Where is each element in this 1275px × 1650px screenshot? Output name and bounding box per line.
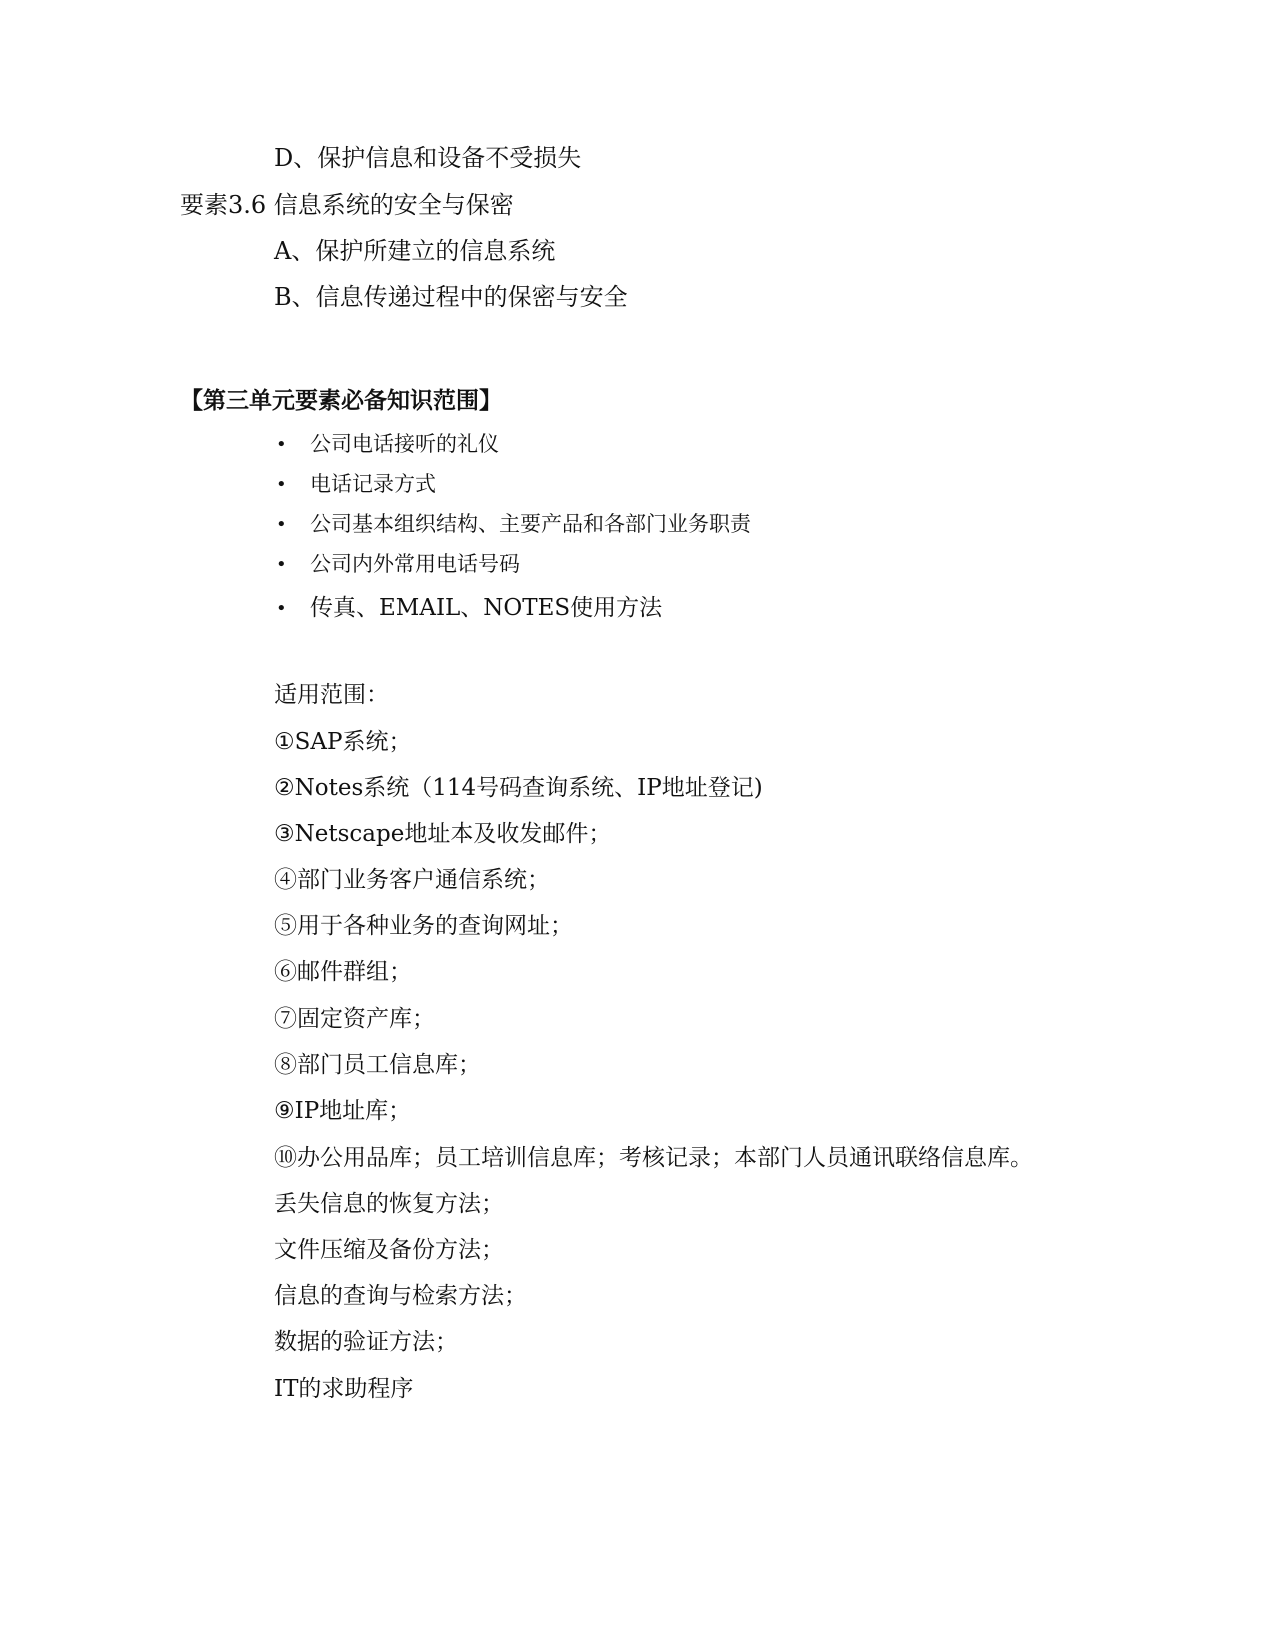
scope-item: ⑩办公用品库；员工培训信息库；考核记录；本部门人员通讯联络信息库。 xyxy=(274,1145,1033,1171)
bullet-item: 公司基本组织结构、主要产品和各部门业务职责 xyxy=(310,512,751,536)
bullet-dot xyxy=(276,600,287,618)
bullet-item: 公司电话接听的礼仪 xyxy=(310,432,499,456)
scope-item: ②Notes系统（114号码查询系统、IP地址登记) xyxy=(274,775,763,801)
method-item: 信息的查询与检索方法； xyxy=(274,1283,527,1309)
scope-item: ③Netscape地址本及收发邮件； xyxy=(274,821,612,847)
bullet-dot xyxy=(276,436,287,454)
unit3-heading: 【第三单元要素必备知识范围】 xyxy=(180,388,502,414)
bullet-item: 公司内外常用电话号码 xyxy=(310,552,520,576)
method-item: 丢失信息的恢复方法； xyxy=(274,1191,504,1217)
section-heading-3-6: 要素3.6 信息系统的安全与保密 xyxy=(180,191,514,219)
scope-item: ④部门业务客户通信系统； xyxy=(274,867,550,893)
bullet-dot xyxy=(276,476,287,494)
scope-item: ⑥邮件群组； xyxy=(274,959,412,985)
method-item: IT的求助程序 xyxy=(274,1376,414,1402)
scope-item: ⑤用于各种业务的查询网址； xyxy=(274,913,573,939)
scope-item: ⑧部门员工信息库； xyxy=(274,1052,481,1078)
bullet-dot xyxy=(276,516,287,534)
scope-label: 适用范围： xyxy=(274,682,389,708)
scope-item: ⑨IP地址库； xyxy=(274,1098,412,1124)
method-item: 文件压缩及备份方法； xyxy=(274,1237,504,1263)
item-a: A、保护所建立的信息系统 xyxy=(274,237,556,265)
bullet-dot xyxy=(276,556,287,574)
bullet-item: 传真、EMAIL、NOTES使用方法 xyxy=(310,595,663,621)
item-d: D、保护信息和设备不受损失 xyxy=(274,144,582,172)
bullet-item: 电话记录方式 xyxy=(310,472,436,496)
item-b: B、信息传递过程中的保密与安全 xyxy=(274,283,628,311)
scope-item: ⑦固定资产库； xyxy=(274,1006,435,1032)
scope-item: ①SAP系统； xyxy=(274,729,412,755)
method-item: 数据的验证方法； xyxy=(274,1329,458,1355)
